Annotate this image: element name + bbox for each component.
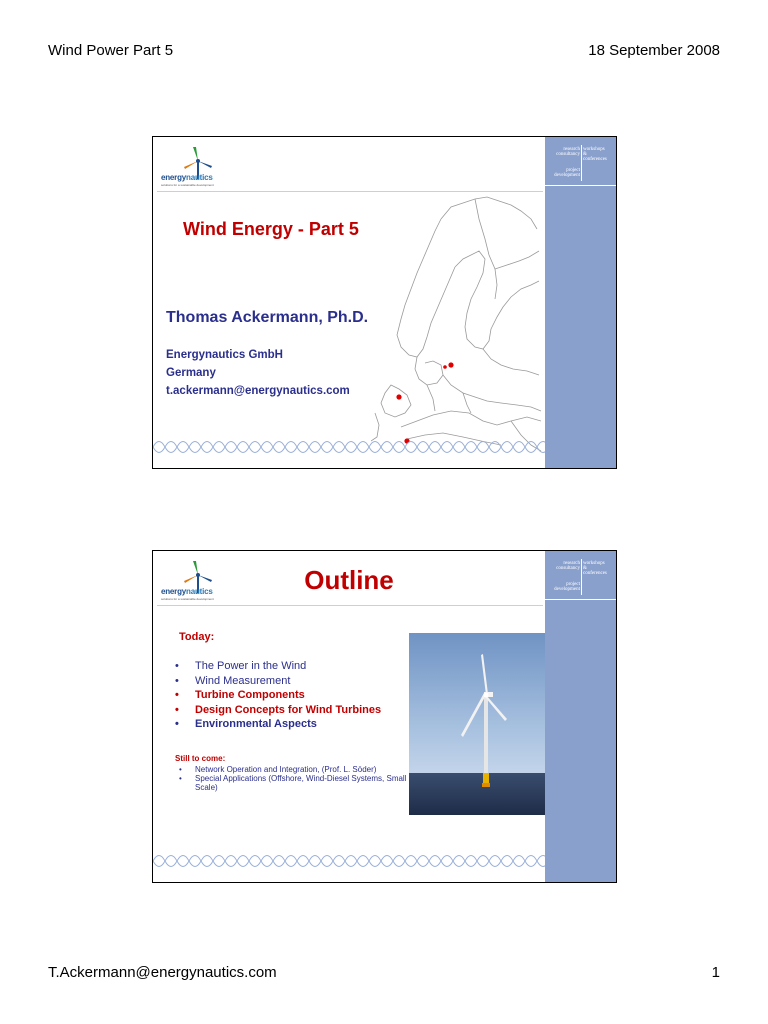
map-marker-east	[448, 362, 453, 367]
slide-title	[152, 136, 617, 469]
page-header	[48, 42, 720, 62]
author-name: Thomas Ackermann, Ph.D.	[166, 309, 369, 326]
bullet: •	[175, 703, 179, 716]
menu-ampersand: &	[583, 566, 587, 571]
menu-workshops: workshops	[583, 147, 605, 152]
list-item	[175, 703, 381, 718]
menu-underline	[545, 185, 616, 186]
menu-development: development	[554, 587, 580, 592]
menu-consultancy: consultancy	[556, 152, 580, 157]
bullet: •	[175, 718, 179, 730]
menu-right-col	[583, 561, 614, 576]
author-email: t.ackermann@energynautics.com	[166, 385, 350, 397]
list-item	[175, 659, 381, 674]
menu-workshops: workshops	[583, 561, 605, 566]
header-divider	[157, 605, 543, 606]
slide-title-text: Wind Energy - Part 5	[183, 219, 359, 239]
menu-research: research	[563, 561, 580, 566]
footer-email: T.Ackermann@energynautics.com	[48, 964, 277, 981]
map-marker-east-small	[443, 365, 447, 369]
list-item	[175, 717, 381, 732]
today-label: Today:	[179, 631, 215, 643]
bullet: •	[175, 660, 179, 672]
outline-title: Outline	[304, 565, 394, 595]
bullet: •	[179, 765, 182, 774]
side-menu	[545, 555, 616, 599]
slide-outline	[152, 550, 617, 883]
menu-conferences: conferences	[583, 571, 607, 576]
company-name: Energynautics GmbH	[166, 349, 283, 361]
menu-project: project	[566, 582, 580, 587]
map-marker-west	[396, 394, 401, 399]
list-item-text: The Power in the Wind	[195, 660, 307, 672]
list-item-text: Environmental Aspects	[195, 718, 317, 730]
upcoming-list	[175, 765, 415, 792]
list-item	[175, 688, 381, 703]
menu-consultancy: consultancy	[556, 566, 580, 571]
list-item-text: Special Applications (Offshore, Wind-Diesel Systems, Small Scale)	[195, 774, 407, 792]
menu-project-development	[547, 168, 580, 178]
bullet: •	[175, 689, 179, 701]
menu-project-development	[547, 582, 580, 592]
country: Germany	[166, 367, 216, 379]
energynautics-logo	[161, 145, 231, 193]
logo-word-nautics: nautics	[186, 587, 213, 596]
menu-development: development	[554, 173, 580, 178]
list-item	[175, 774, 415, 792]
menu-underline	[545, 599, 616, 600]
menu-project: project	[566, 168, 580, 173]
side-panel	[545, 551, 616, 882]
logo-tagline: solutions for a sustainable development	[161, 183, 214, 187]
list-item	[175, 674, 381, 689]
logo-wordmark	[161, 173, 213, 182]
menu-divider	[581, 559, 582, 595]
europe-map	[371, 189, 543, 457]
wave-decoration	[153, 850, 545, 872]
wave-decoration	[153, 436, 545, 458]
today-list	[175, 659, 381, 732]
still-to-come-label: Still to come:	[175, 754, 226, 763]
menu-left-col	[547, 561, 580, 571]
document-date: 18 September 2008	[588, 42, 720, 59]
logo-word-energy: energy	[161, 173, 187, 182]
logo-word-nautics: nautics	[186, 173, 213, 182]
bullet: •	[179, 774, 182, 783]
menu-research: research	[563, 147, 580, 152]
bullet: •	[175, 674, 179, 687]
menu-conferences: conferences	[583, 157, 607, 162]
page-number: 1	[711, 964, 720, 981]
menu-ampersand: &	[583, 152, 587, 157]
list-item-text: Design Concepts for Wind Turbines	[195, 703, 382, 716]
list-item-text: Wind Measurement	[195, 674, 291, 687]
offshore-wind-turbine-photo	[409, 633, 545, 815]
side-menu	[545, 141, 616, 185]
menu-right-col	[583, 147, 614, 162]
side-panel	[545, 137, 616, 468]
logo-tagline: solutions for a sustainable development	[161, 597, 214, 601]
page-footer	[48, 964, 720, 984]
document-title: Wind Power Part 5	[48, 42, 174, 59]
list-item	[175, 765, 415, 774]
list-item-text: Turbine Components	[195, 689, 305, 701]
menu-divider	[581, 145, 582, 181]
list-item-text: Network Operation and Integration, (Prof. L. Söder)	[195, 765, 377, 774]
menu-left-col	[547, 147, 580, 157]
logo-word-energy: energy	[161, 587, 187, 596]
